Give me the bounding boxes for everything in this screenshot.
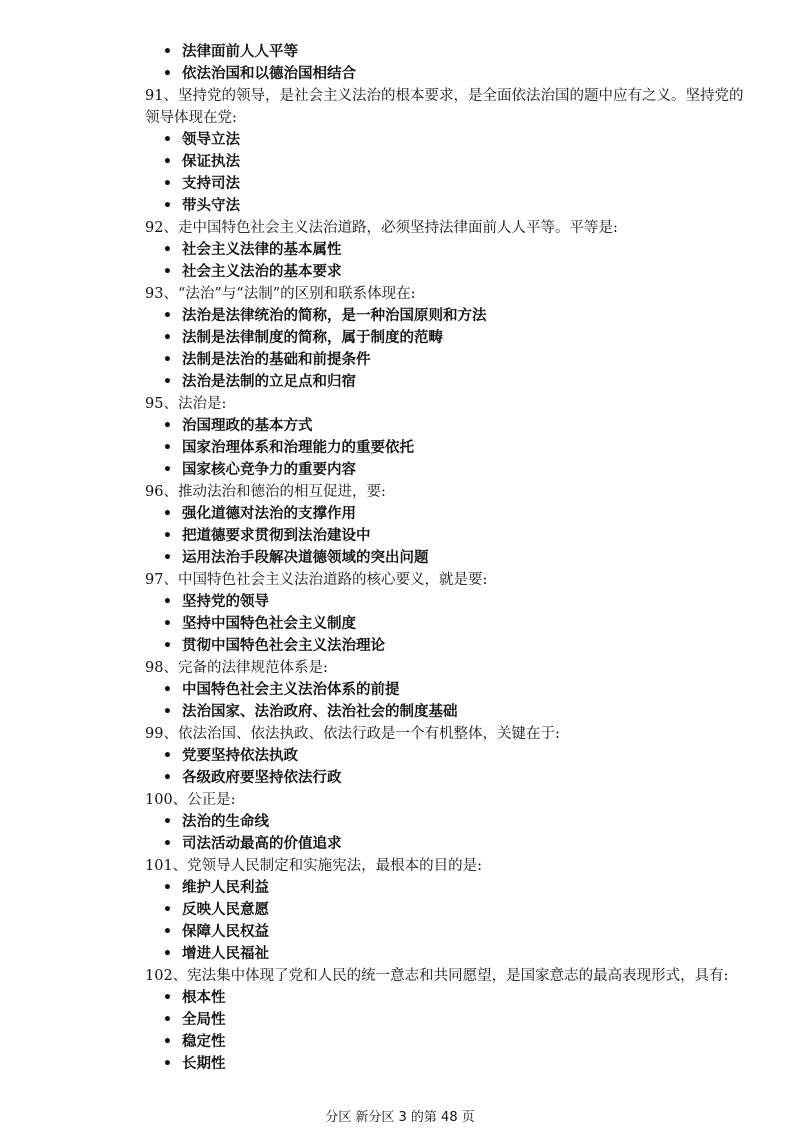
- bullet-icon: •: [163, 352, 172, 368]
- answer-item: [0, 173, 800, 195]
- answer-item: [0, 921, 800, 943]
- question-text: 95、法治是:: [145, 396, 227, 412]
- answer-text: 法律面前人人平等: [182, 44, 298, 60]
- answer-item: [0, 327, 800, 349]
- answer-text: 国家治理体系和治理能力的重要依托: [182, 440, 414, 456]
- answer-text: 保障人民权益: [182, 924, 269, 940]
- answer-item: [0, 767, 800, 789]
- question-block: [0, 217, 800, 283]
- bullet-icon: •: [163, 374, 172, 390]
- answer-item: [0, 635, 800, 657]
- bullet-icon: •: [163, 198, 172, 214]
- answer-text: 长期性: [182, 1056, 226, 1072]
- answer-text: 带头守法: [182, 198, 240, 214]
- bullet-icon: •: [163, 902, 172, 918]
- answer-item: [0, 987, 800, 1009]
- question-text: 101、党领导人民制定和实施宪法，最根本的目的是:: [145, 858, 483, 874]
- document-body: [0, 41, 800, 1075]
- page-footer: 分区 新分区 3 的第 48 页: [325, 1110, 475, 1125]
- bullet-icon: •: [163, 990, 172, 1006]
- bullet-icon: •: [163, 528, 172, 544]
- answer-text: 增进人民福祉: [182, 946, 269, 962]
- answer-list: [0, 591, 800, 657]
- bullet-icon: •: [163, 814, 172, 830]
- answer-text: 根本性: [182, 990, 226, 1006]
- answer-item: [0, 371, 800, 393]
- answer-item: [0, 1009, 800, 1031]
- answer-list: [0, 745, 800, 789]
- answer-item: [0, 745, 800, 767]
- answer-item: [0, 679, 800, 701]
- answer-text: 法治是法律统治的简称，是一种治国原则和方法: [182, 308, 487, 324]
- bullet-icon: •: [163, 1056, 172, 1072]
- question-list: [0, 85, 800, 1075]
- answer-list: [0, 503, 800, 569]
- answer-item: [0, 701, 800, 723]
- answer-list: [0, 679, 800, 723]
- answer-item: [0, 833, 800, 855]
- answer-text: 法制是法治的基础和前提条件: [182, 352, 371, 368]
- bullet-icon: •: [163, 1012, 172, 1028]
- answer-text: 运用法治手段解决道德领域的突出问题: [182, 550, 429, 566]
- answer-item: [0, 305, 800, 327]
- bullet-icon: •: [163, 462, 172, 478]
- answer-item: [0, 195, 800, 217]
- answer-item: [0, 261, 800, 283]
- question-text: 93、“法治”与“法制”的区别和联系体现在:: [145, 286, 416, 302]
- bullet-icon: •: [163, 836, 172, 852]
- question-text: 98、完备的法律规范体系是:: [145, 660, 328, 676]
- answer-text: 坚持中国特色社会主义制度: [182, 616, 356, 632]
- answer-item: [0, 349, 800, 371]
- bullet-icon: •: [163, 594, 172, 610]
- answer-text: 稳定性: [182, 1034, 226, 1050]
- bullet-icon: •: [163, 308, 172, 324]
- bullet-icon: •: [163, 154, 172, 170]
- answer-list: [0, 239, 800, 283]
- bullet-icon: •: [163, 770, 172, 786]
- answer-text: 坚持党的领导: [182, 594, 269, 610]
- bullet-icon: •: [163, 440, 172, 456]
- bullet-icon: •: [163, 638, 172, 654]
- answer-item: [0, 129, 800, 151]
- answer-item: [0, 811, 800, 833]
- answer-list: [0, 811, 800, 855]
- answer-item: [0, 899, 800, 921]
- bullet-icon: •: [163, 704, 172, 720]
- answer-text: 党要坚持依法执政: [182, 748, 298, 764]
- answer-text: 法治的生命线: [182, 814, 269, 830]
- bullet-icon: •: [163, 506, 172, 522]
- answer-text: 各级政府要坚持依法行政: [182, 770, 342, 786]
- bullet-icon: •: [163, 924, 172, 940]
- answer-item: [0, 591, 800, 613]
- question-block: [0, 85, 800, 217]
- question-block: [0, 855, 800, 965]
- answer-text: 治国理政的基本方式: [182, 418, 313, 434]
- question-text: 99、依法治国、依法执政、依法行政是一个有机整体，关键在于:: [145, 726, 560, 742]
- question-block: [0, 657, 800, 723]
- answer-text: 依法治国和以德治国相结合: [182, 66, 356, 82]
- answer-text: 反映人民意愿: [182, 902, 269, 918]
- answer-text: 社会主义法治的基本要求: [182, 264, 342, 280]
- answer-item: [0, 943, 800, 965]
- leading-list: [0, 41, 800, 85]
- answer-text: 法治国家、法治政府、法治社会的制度基础: [182, 704, 458, 720]
- question-text-continued: 领导体现在党:: [145, 110, 237, 126]
- question-text: 96、推动法治和德治的相互促进，要:: [145, 484, 386, 500]
- answer-item: [0, 437, 800, 459]
- bullet-icon: •: [163, 682, 172, 698]
- bullet-icon: •: [163, 418, 172, 434]
- bullet-icon: •: [163, 748, 172, 764]
- question-text: 100、公正是:: [145, 792, 236, 808]
- answer-list: [0, 129, 800, 217]
- question-text: 97、中国特色社会主义法治道路的核心要义，就是要:: [145, 572, 488, 588]
- answer-text: 维护人民利益: [182, 880, 269, 896]
- question-text: 102、宪法集中体现了党和人民的统一意志和共同愿望，是国家意志的最高表现形式，具有:: [145, 968, 729, 984]
- bullet-icon: •: [163, 550, 172, 566]
- question-block: [0, 569, 800, 657]
- question-block: [0, 393, 800, 481]
- answer-item: [0, 239, 800, 261]
- answer-item: [0, 547, 800, 569]
- question-text: 92、走中国特色社会主义法治道路，必须坚持法律面前人人平等。平等是:: [145, 220, 618, 236]
- answer-item: [0, 525, 800, 547]
- answer-text: 强化道德对法治的支撑作用: [182, 506, 356, 522]
- bullet-icon: •: [163, 44, 172, 60]
- bullet-icon: •: [163, 330, 172, 346]
- answer-item: [0, 1031, 800, 1053]
- question-block: [0, 789, 800, 855]
- answer-item: [0, 459, 800, 481]
- answer-text: 国家核心竞争力的重要内容: [182, 462, 356, 478]
- bullet-icon: •: [163, 946, 172, 962]
- answer-item: [0, 151, 800, 173]
- answer-text: 贯彻中国特色社会主义法治理论: [182, 638, 385, 654]
- answer-item: [0, 1053, 800, 1075]
- question-text: 91、坚持党的领导，是社会主义法治的根本要求，是全面依法治国的题中应有之义。坚持党的: [145, 88, 744, 104]
- answer-text: 法治是法制的立足点和归宿: [182, 374, 356, 390]
- answer-item: [0, 503, 800, 525]
- answer-text: 领导立法: [182, 132, 240, 148]
- answer-list: [0, 415, 800, 481]
- question-block: [0, 283, 800, 393]
- answer-text: 社会主义法律的基本属性: [182, 242, 342, 258]
- answer-item: [0, 415, 800, 437]
- bullet-icon: •: [163, 616, 172, 632]
- answer-item: [0, 63, 800, 85]
- question-block: [0, 481, 800, 569]
- answer-list: [0, 877, 800, 965]
- answer-text: 保证执法: [182, 154, 240, 170]
- answer-text: 法制是法律制度的简称，属于制度的范畴: [182, 330, 443, 346]
- answer-item: [0, 613, 800, 635]
- answer-list: [0, 987, 800, 1075]
- bullet-icon: •: [163, 1034, 172, 1050]
- bullet-icon: •: [163, 880, 172, 896]
- bullet-icon: •: [163, 132, 172, 148]
- answer-text: 支持司法: [182, 176, 240, 192]
- answer-text: 中国特色社会主义法治体系的前提: [182, 682, 400, 698]
- question-block: [0, 965, 800, 1075]
- bullet-icon: •: [163, 66, 172, 82]
- answer-text: 把道德要求贯彻到法治建设中: [182, 528, 371, 544]
- question-block: [0, 723, 800, 789]
- answer-item: [0, 877, 800, 899]
- answer-list: [0, 305, 800, 393]
- answer-text: 司法活动最高的价值追求: [182, 836, 342, 852]
- bullet-icon: •: [163, 264, 172, 280]
- answer-item: [0, 41, 800, 63]
- bullet-icon: •: [163, 176, 172, 192]
- bullet-icon: •: [163, 242, 172, 258]
- answer-text: 全局性: [182, 1012, 226, 1028]
